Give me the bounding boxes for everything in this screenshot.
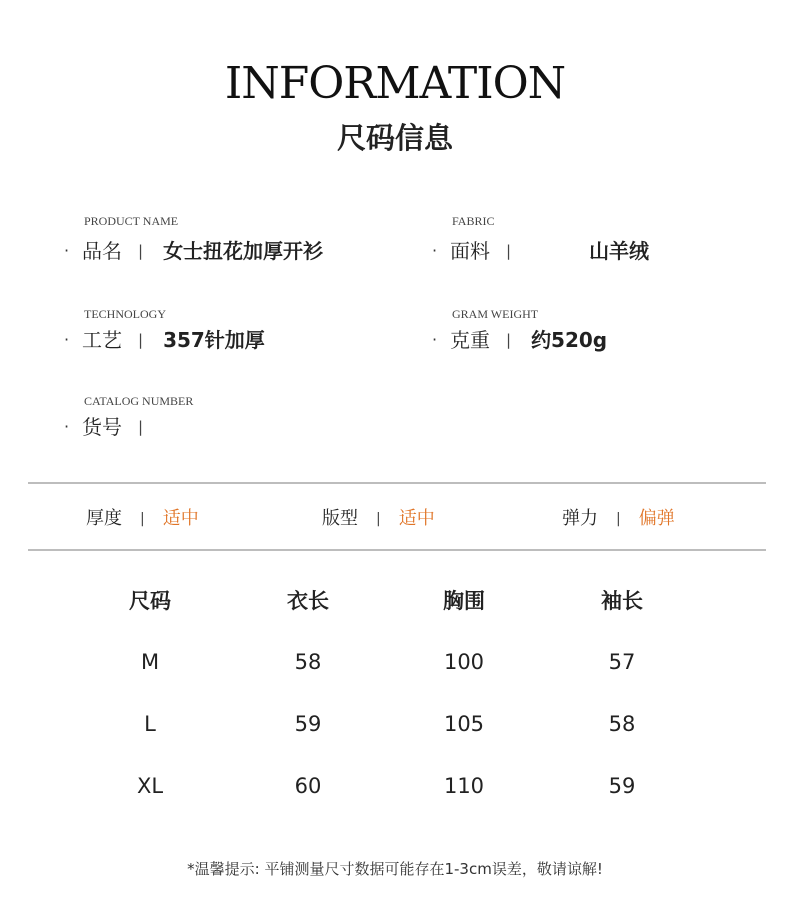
table-cell: 58 — [608, 712, 636, 736]
technology-en-label: TECHNOLOGY — [84, 307, 166, 321]
bullet: · — [64, 241, 70, 260]
bullet: · — [64, 417, 70, 436]
page-title-en: INFORMATION — [224, 58, 566, 109]
divider-bottom — [28, 549, 766, 551]
table-cell: 59 — [608, 774, 636, 798]
property-value: 适中 — [398, 508, 435, 529]
table-header-cell: 袖长 — [601, 589, 643, 613]
table-cell: 59 — [294, 712, 322, 736]
gram-weight-value: 约520g — [531, 328, 608, 352]
separator: | — [376, 511, 381, 527]
table-cell: 58 — [294, 650, 322, 674]
table-cell: 105 — [443, 712, 485, 736]
page-title-cn: 尺码信息 — [336, 121, 453, 155]
technology-value: 357针加厚 — [163, 328, 265, 352]
product-name-row — [64, 241, 323, 261]
bullet: · — [432, 241, 438, 260]
product-name-en-label: PRODUCT NAME — [84, 214, 179, 228]
table-cell: M — [140, 650, 160, 674]
product-name-value: 女士扭花加厚开衫 — [163, 239, 324, 263]
bullet: · — [64, 330, 70, 349]
fabric-en-label: FABRIC — [452, 214, 495, 228]
property-elasticity — [562, 510, 675, 528]
separator: | — [138, 241, 144, 260]
separator: | — [506, 330, 512, 349]
table-row — [70, 714, 702, 735]
separator: | — [616, 511, 621, 527]
property-label: 版型 — [322, 508, 358, 529]
separator: | — [138, 417, 144, 436]
gram-weight-label: 克重 — [450, 328, 490, 352]
technology-label: 工艺 — [82, 328, 122, 352]
divider-top — [28, 482, 766, 484]
property-label: 弹力 — [562, 508, 598, 529]
property-thickness — [86, 510, 199, 528]
table-cell: 100 — [443, 650, 485, 674]
table-header-cell: 尺码 — [129, 589, 171, 613]
table-header-cell: 衣长 — [287, 589, 329, 613]
catalog-number-label: 货号 — [82, 415, 122, 439]
fabric-row — [432, 241, 649, 261]
catalog-number-row — [64, 417, 163, 437]
fabric-label: 面料 — [450, 239, 490, 263]
size-table-header — [70, 591, 702, 612]
table-cell: 110 — [443, 774, 485, 798]
table-cell: 60 — [294, 774, 322, 798]
separator: | — [138, 330, 144, 349]
product-name-label: 品名 — [82, 239, 122, 263]
gram-weight-row — [432, 330, 607, 350]
property-fit — [322, 510, 435, 528]
table-cell: L — [144, 712, 156, 736]
table-row — [70, 652, 702, 673]
catalog-number-en-label: CATALOG NUMBER — [84, 394, 194, 408]
fabric-value: 山羊绒 — [589, 239, 650, 263]
gram-weight-en-label: GRAM WEIGHT — [452, 307, 539, 321]
separator: | — [506, 241, 512, 260]
table-row — [70, 776, 702, 797]
technology-row — [64, 330, 265, 350]
separator: | — [140, 511, 145, 527]
property-value: 偏弹 — [638, 508, 675, 529]
table-cell: 57 — [608, 650, 636, 674]
measurement-note: *温馨提示: 平铺测量尺寸数据可能存在1-3cm误差，敬请谅解! — [187, 860, 603, 878]
table-cell: XL — [136, 774, 164, 798]
property-label: 厚度 — [86, 508, 122, 529]
property-value: 适中 — [162, 508, 199, 529]
table-header-cell: 胸围 — [443, 589, 485, 613]
bullet: · — [432, 330, 438, 349]
